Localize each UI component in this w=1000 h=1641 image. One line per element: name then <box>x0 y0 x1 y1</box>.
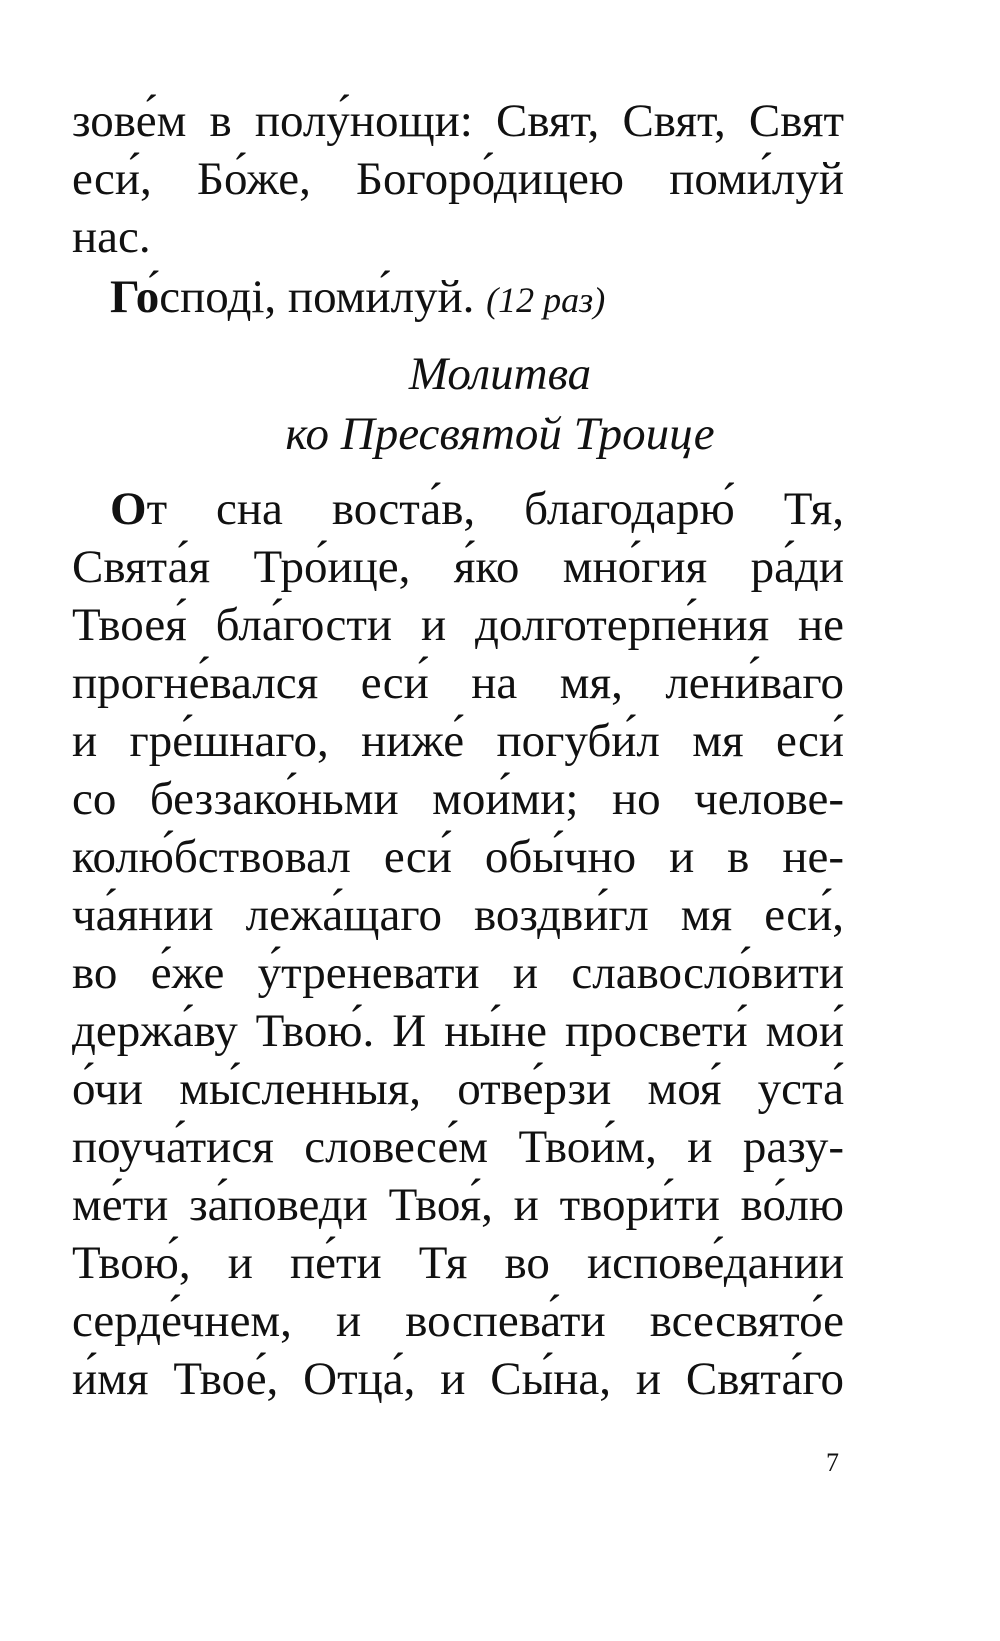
repeat-note: (12 раз) <box>486 280 606 320</box>
text-line: еси́, Бо́же, Богоро́дицею поми́луй <box>72 153 844 205</box>
prayer-first-line-text: т сна воста́в, благодарю́ Тя, <box>146 483 844 535</box>
prayer-line: Твоея́ бла́гости и долготерпе́ния не <box>72 599 844 651</box>
prayer-heading-line2: ко Пресвятой Троице <box>285 408 715 460</box>
prayer-line: ме́ти за́поведи Твоя́, и твори́ти во́лю <box>72 1179 844 1231</box>
prayer-first-line <box>110 480 844 538</box>
prayer-line: Твою́, и пе́ти Тя во испове́дании <box>72 1237 844 1289</box>
prayer-line: о́чи мы́сленныя, отве́рзи моя́ уста́ <box>72 1063 844 1115</box>
prayer-line: колю́бствовал еси́ обы́чно и в не- <box>72 831 844 883</box>
prayer-line: и гре́шнаго, ниже́ погуби́л мя еси́ <box>72 715 844 767</box>
prayer-line: держа́ву Твою́. И ны́не просвети́ мои́ <box>72 1005 844 1057</box>
prayer-line: поуча́тися словесе́м Твои́м, и разу- <box>72 1121 844 1173</box>
prayer-line: Свята́я Тро́ице, я́ко мно́гия ра́ди <box>72 541 844 593</box>
text-line: нас. <box>72 211 151 263</box>
prayer-line: серде́чнем, и воспева́ти всесвято́е <box>72 1295 844 1347</box>
prayer-line: прогне́вался еси́ на мя, лени́ваго <box>72 657 844 709</box>
kyrie-initial: Го <box>110 271 160 323</box>
text-line: зове́м в полу́нощи: Свят, Свят, Свят <box>72 95 844 147</box>
kyrie-text: ́сподi, поми́луй. <box>159 271 475 323</box>
prayer-initial: О <box>110 483 147 535</box>
kyrie-line <box>110 268 844 329</box>
prayer-line: ча́янии лежа́щаго воздви́гл мя еси́, <box>72 889 844 941</box>
page-number: 7 <box>826 1448 839 1477</box>
prayer-line: и́мя Твое́, Отца́, и Сы́на, и Свята́го <box>72 1353 844 1405</box>
prayer-line: со беззако́ньми мои́ми; но челове- <box>72 773 844 825</box>
prayer-line: во е́же у́треневати и славосло́вити <box>72 947 844 999</box>
prayer-heading-line1: Молитва <box>408 348 592 400</box>
